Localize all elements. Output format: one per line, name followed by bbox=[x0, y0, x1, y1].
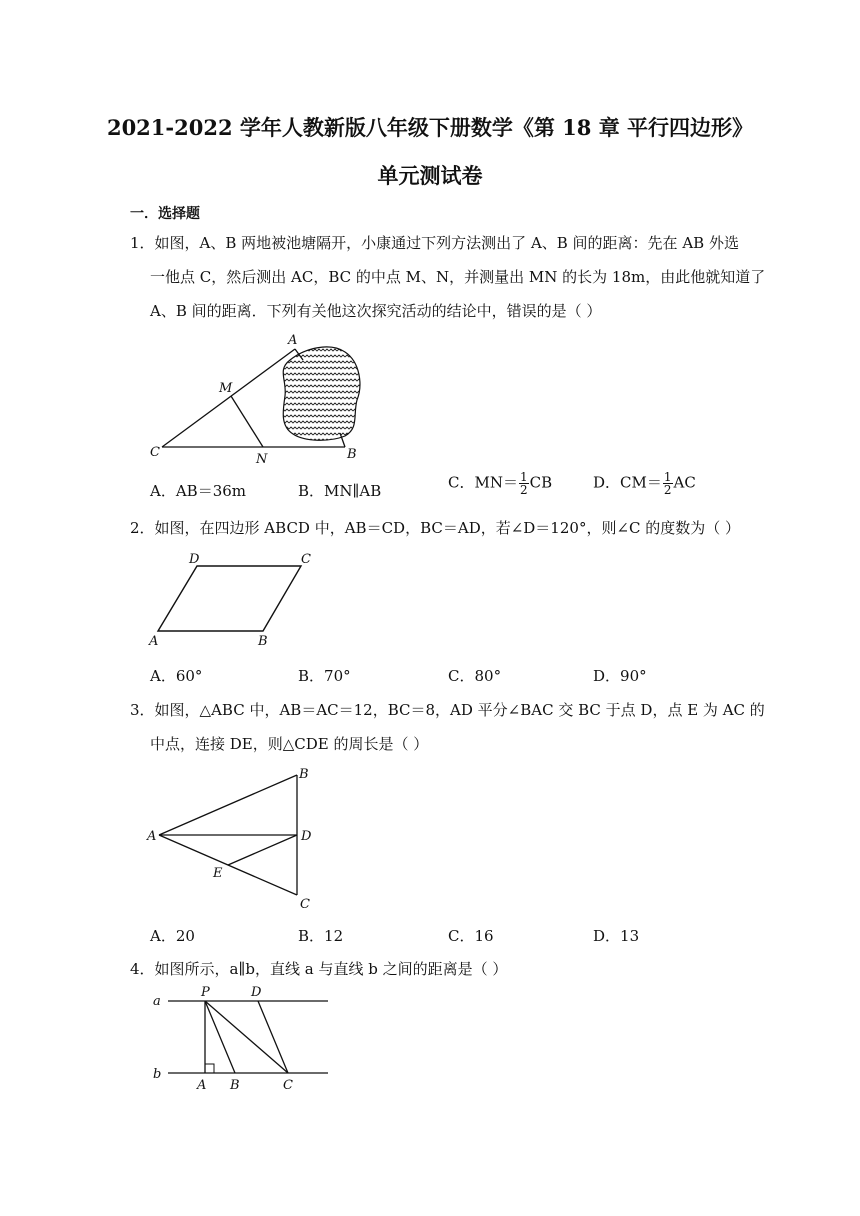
right-angle-mark bbox=[205, 1064, 214, 1073]
q1-option-c-fraction: $\frac{1}{2}$ bbox=[519, 470, 528, 497]
label-a-line: a bbox=[153, 994, 161, 1009]
q2-option-b[interactable]: B．70° bbox=[298, 667, 351, 685]
q1-option-d-suffix: AC bbox=[673, 473, 696, 492]
segment-mn bbox=[231, 396, 263, 447]
label-c: C bbox=[150, 445, 160, 460]
q2-option-a[interactable]: A．60° bbox=[150, 667, 203, 685]
label-a: A bbox=[197, 1078, 207, 1093]
label-b-line: b bbox=[153, 1067, 162, 1082]
label-c: C bbox=[300, 897, 310, 912]
label-d: D bbox=[189, 552, 200, 567]
label-b: B bbox=[230, 1078, 240, 1093]
section-heading: 一．选择题 bbox=[130, 206, 200, 222]
label-a: A bbox=[288, 333, 298, 348]
label-p: P bbox=[201, 985, 210, 1000]
q3-line-1: 3．如图，△ABC 中，AB＝AC＝12，BC＝8，AD 平分∠BAC 交 BC 于点 D，点 E 为 AC 的 bbox=[130, 701, 765, 719]
label-b: B bbox=[299, 767, 309, 782]
q1-line-1: 1．如图，A、B 两地被池塘隔开，小康通过下列方法测出了 A、B 间的距离：先在 AB 外选 bbox=[130, 234, 739, 252]
label-d: D bbox=[251, 985, 262, 1000]
q1-option-c-suffix: CB bbox=[529, 473, 553, 492]
q2-line: 2．如图，在四边形 ABCD 中，AB＝CD，BC＝AD，若∠D＝120°，则∠C 的度数为（ ） bbox=[130, 519, 741, 537]
label-e: E bbox=[213, 866, 223, 881]
q1-option-d[interactable] bbox=[593, 471, 696, 496]
document-title: 2021-2022 学年人教新版八年级下册数学《第 18 章 平行四边形》 bbox=[106, 115, 754, 140]
parallelogram-abcd bbox=[158, 566, 301, 631]
q3-option-a[interactable]: A．20 bbox=[150, 927, 195, 945]
document-subtitle: 单元测试卷 bbox=[377, 163, 483, 188]
pond-shape bbox=[283, 347, 360, 440]
q2-option-c[interactable]: C．80° bbox=[448, 667, 502, 685]
q3-option-b[interactable]: B．12 bbox=[298, 927, 344, 945]
q3-figure bbox=[145, 763, 325, 913]
q3-line-2: 中点，连接 DE，则△CDE 的周长是（ ） bbox=[150, 735, 429, 753]
q1-option-b[interactable]: B．MN∥AB bbox=[298, 482, 382, 500]
q1-line-2: 一他点 C，然后测出 AC，BC 的中点 M、N，并测量出 MN 的长为 18m，由此他就知道了 bbox=[150, 268, 766, 286]
q2-option-d[interactable]: D．90° bbox=[593, 667, 647, 685]
q2-figure bbox=[145, 548, 320, 650]
q3-option-d[interactable]: D．13 bbox=[593, 927, 640, 945]
q1-option-a[interactable]: A．AB＝36m bbox=[150, 482, 246, 500]
segment-dc bbox=[258, 1001, 288, 1073]
q1-option-d-fraction: $\frac{1}{2}$ bbox=[663, 470, 672, 497]
label-c: C bbox=[301, 552, 311, 567]
q1-option-c-prefix: C．MN＝ bbox=[448, 473, 518, 492]
label-c: C bbox=[283, 1078, 293, 1093]
segment-pc bbox=[205, 1001, 288, 1073]
label-a: A bbox=[149, 634, 159, 649]
segment-de bbox=[228, 835, 297, 865]
q1-line-3: A、B 间的距离．下列有关他这次探究活动的结论中，错误的是（ ） bbox=[150, 302, 602, 320]
q4-line: 4．如图所示，a∥b，直线 a 与直线 b 之间的距离是（ ） bbox=[130, 960, 508, 978]
label-b: B bbox=[258, 634, 268, 649]
segment-ab bbox=[159, 775, 297, 835]
label-d: D bbox=[301, 829, 312, 844]
q4-figure bbox=[148, 983, 333, 1098]
q1-figure bbox=[145, 330, 370, 465]
segment-ca bbox=[162, 349, 295, 447]
label-a: A bbox=[147, 829, 157, 844]
q1-option-d-prefix: D．CM＝ bbox=[593, 473, 662, 492]
q3-option-c[interactable]: C．16 bbox=[448, 927, 494, 945]
label-m: M bbox=[219, 381, 233, 396]
q1-option-c[interactable] bbox=[448, 471, 552, 496]
segment-pb bbox=[205, 1001, 235, 1073]
label-b: B bbox=[347, 447, 357, 462]
label-n: N bbox=[256, 452, 268, 465]
